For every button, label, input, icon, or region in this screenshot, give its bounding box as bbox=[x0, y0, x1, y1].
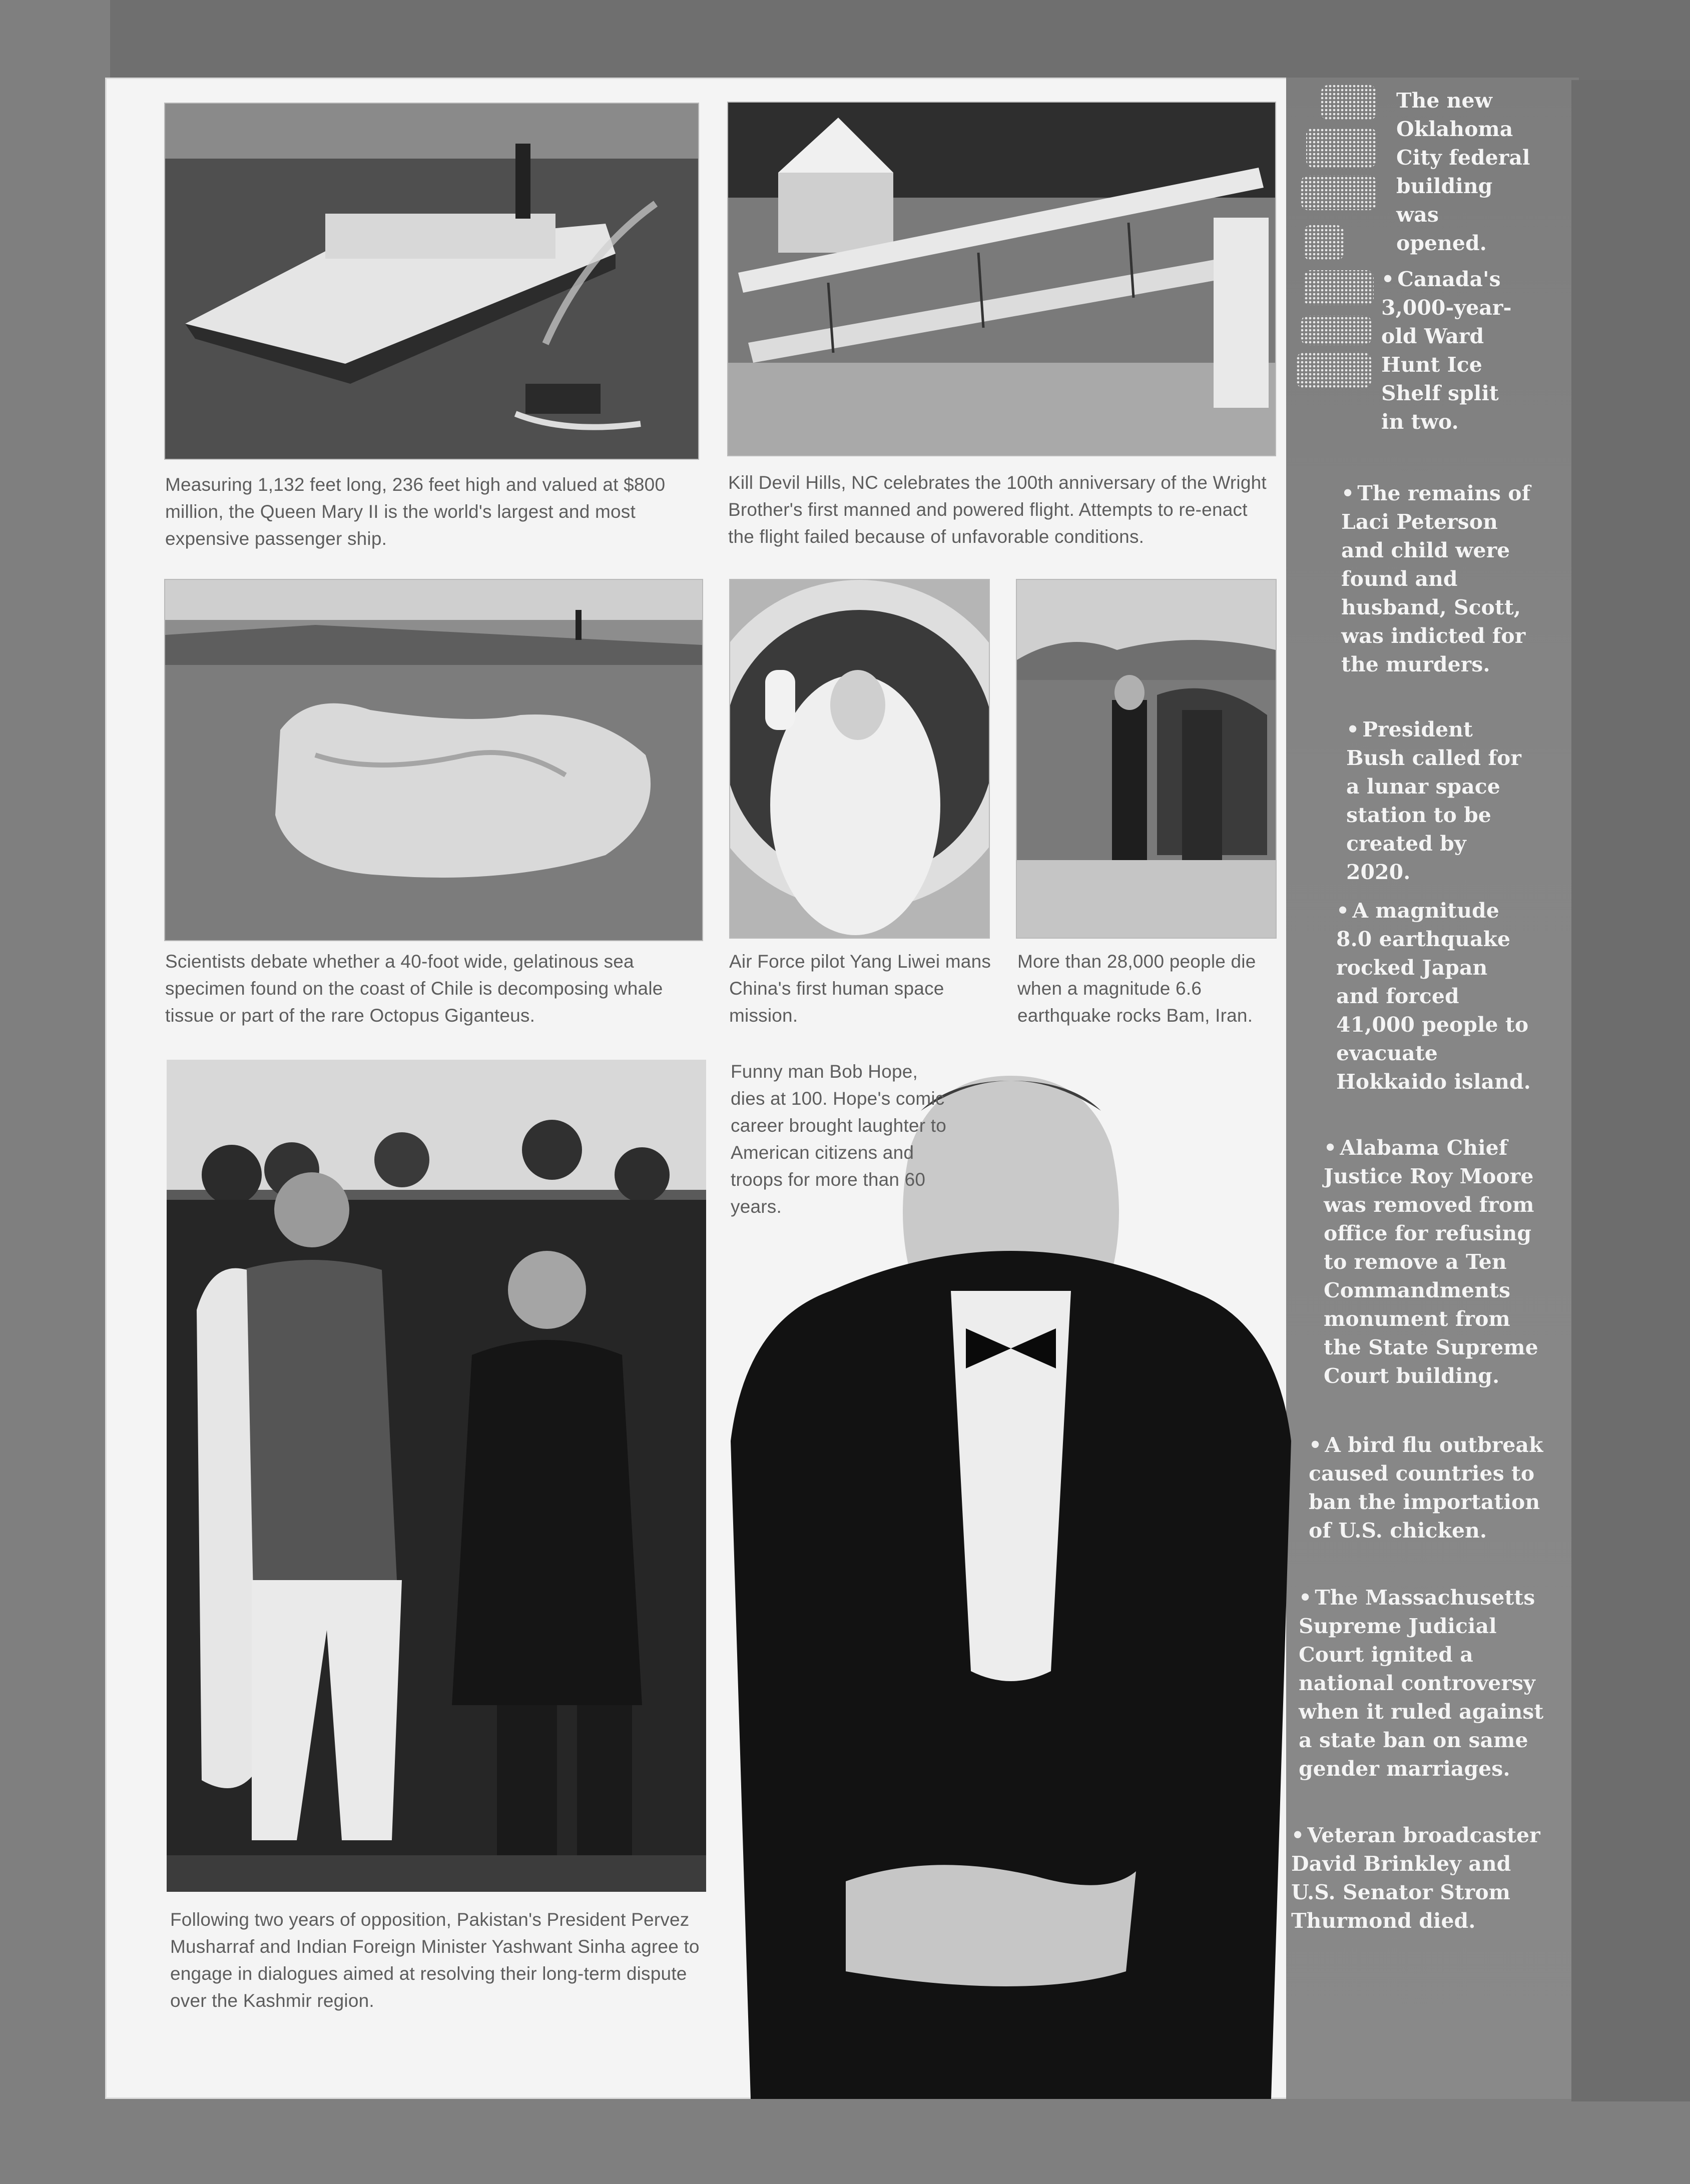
bullet-dot-icon: • bbox=[1324, 1136, 1337, 1160]
sidebar-edge bbox=[1571, 80, 1690, 2101]
sidebar-item-text: The new Oklahoma City federal building was opened. bbox=[1396, 89, 1530, 255]
caption-bam-earthquake: More than 28,000 people die when a magnitude 6.6 earthquake rocks Bam, Iran. bbox=[1017, 951, 1256, 1026]
photo-yang-liwei bbox=[729, 579, 990, 939]
photo-queen-mary bbox=[164, 103, 699, 460]
sidebar-item-text: The Massachusetts Supreme Judicial Court ignited a national controversy when it ruled against a state ban on same gender marriages. bbox=[1299, 1586, 1544, 1781]
bullet-dot-icon: • bbox=[1346, 717, 1360, 742]
caption-sea-specimen: Scientists debate whether a 40-foot wide, gelatinous sea specimen found on the coast of Chile is decomposing whale tissue or part of the rare Octopus Giganteus. bbox=[165, 951, 663, 1026]
sidebar-item bbox=[1336, 897, 1536, 1096]
sidebar-item bbox=[1299, 1584, 1549, 1783]
sidebar-item-text: Canada's 3,000-year-old Ward Hunt Ice Shelf split in two. bbox=[1381, 267, 1512, 434]
decorative-heading-graphic bbox=[1296, 80, 1384, 405]
sidebar-item bbox=[1324, 1134, 1544, 1390]
caption-kashmir-leaders: Following two years of opposition, Pakistan's President Pervez Musharraf and Indian Foreign Minister Yashwant Sinha agree to engage in dialogues aimed at resolving their long-term dispute over the Kashmir region. bbox=[170, 1909, 700, 2011]
sidebar-item bbox=[1346, 715, 1536, 887]
sidebar-item-text: A magnitude 8.0 earthquake rocked Japan and forced 41,000 people to evacuate Hokkaido island. bbox=[1336, 899, 1531, 1094]
sidebar-item bbox=[1341, 479, 1541, 679]
photo-kashmir-leaders bbox=[167, 1060, 706, 1892]
sidebar-item bbox=[1381, 265, 1521, 436]
scan-top-edge bbox=[110, 0, 1690, 80]
sidebar-item bbox=[1291, 1821, 1541, 1935]
sidebar-item-text: A bird flu outbreak caused countries to ban the importation of U.S. chicken. bbox=[1309, 1433, 1543, 1543]
bullet-dot-icon: • bbox=[1299, 1586, 1312, 1610]
bullet-dot-icon: • bbox=[1291, 1823, 1305, 1847]
sidebar-item bbox=[1309, 1431, 1549, 1545]
bullet-dot-icon: • bbox=[1381, 267, 1395, 291]
sidebar-item-text: Veteran broadcaster David Brinkley and U.S. Senator Strom Thurmond died. bbox=[1291, 1823, 1540, 1933]
bullet-dot-icon: • bbox=[1336, 899, 1350, 923]
photo-sea-specimen bbox=[164, 579, 703, 941]
caption-queen-mary: Measuring 1,132 feet long, 236 feet high and valued at $800 million, the Queen Mary II is the world's largest and most expensive passenger ship. bbox=[165, 474, 666, 549]
bullet-dot-icon: • bbox=[1341, 481, 1355, 505]
sidebar-item bbox=[1396, 87, 1536, 258]
caption-yang-liwei: Air Force pilot Yang Liwei mans China's first human space mission. bbox=[729, 951, 991, 1026]
photo-bam-earthquake bbox=[1016, 579, 1277, 939]
caption-bob-hope: Funny man Bob Hope, dies at 100. Hope's comic career brought laughter to American citizens and troops for more than 60 years. bbox=[731, 1061, 946, 1217]
sidebar-item-text: President Bush called for a lunar space station to be created by 2020. bbox=[1346, 717, 1521, 884]
caption-wright-flyer: Kill Devil Hills, NC celebrates the 100th anniversary of the Wright Brother's first manned and powered flight. Attempts to re-enact the flight failed because of unfavorable conditions. bbox=[728, 472, 1267, 547]
photo-wright-flyer bbox=[727, 102, 1276, 456]
bullet-dot-icon: • bbox=[1309, 1433, 1322, 1457]
sidebar-item-text: Alabama Chief Justice Roy Moore was removed from office for refusing to remove a Ten Commandments monument from the State Supreme Court building. bbox=[1324, 1136, 1538, 1388]
sidebar-item-text: The remains of Laci Peterson and child were found and husband, Scott, was indicted for the murders. bbox=[1341, 481, 1531, 676]
